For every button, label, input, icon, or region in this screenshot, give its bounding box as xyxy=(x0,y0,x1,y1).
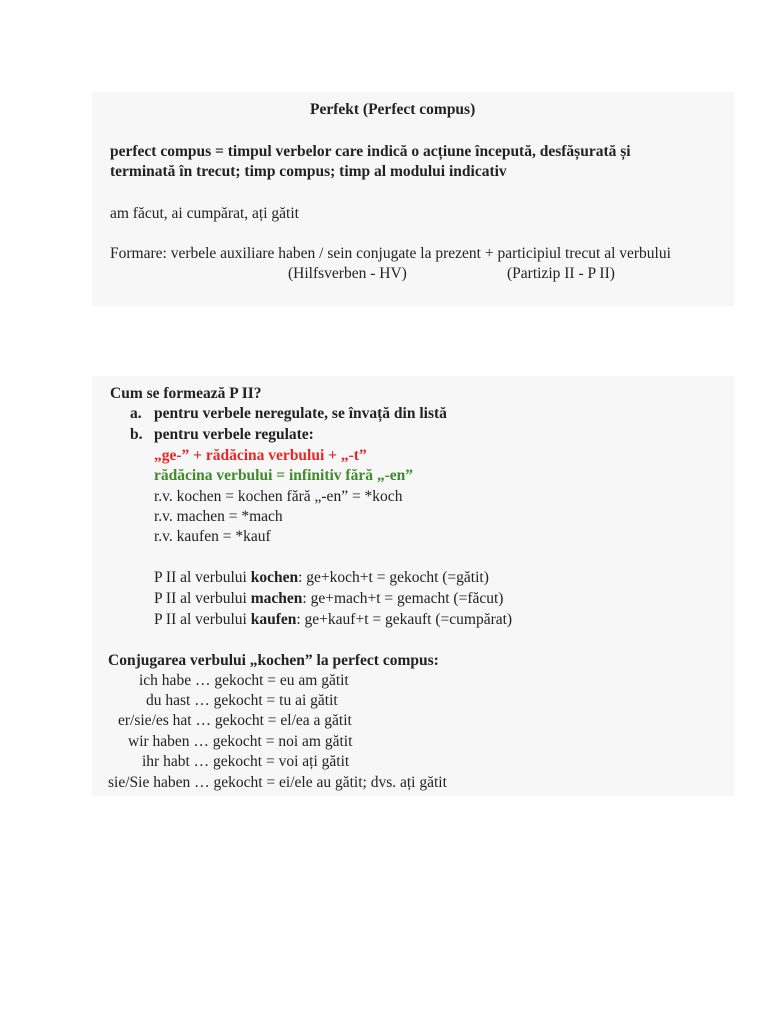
p2-formula: : ge+kauf+t = gekauft (=cumpărat) xyxy=(296,611,513,628)
rule-root: rădăcina verbului = infinitiv fără „-en” xyxy=(154,467,413,484)
p2-example-kochen xyxy=(154,568,489,588)
list-item-irregular: pentru verbele neregulate, se învață din listă xyxy=(154,405,447,422)
conjugation-ihr: ihr habt … gekocht = voi ați gătit xyxy=(142,753,350,770)
p2-verb: kaufen xyxy=(250,611,297,628)
p2-prefix: P II al verbului xyxy=(154,611,251,628)
examples-line: am făcut, ai cumpărat, ați gătit xyxy=(110,205,299,222)
conjugation-er-sie-es: er/sie/es hat … gekocht = el/ea a gătit xyxy=(118,712,352,729)
page-title: Perfekt (Perfect compus) xyxy=(310,101,476,118)
definition-line-1: perfect compus = timpul verbelor care indică o acțiune începută, desfășurată și xyxy=(110,143,631,160)
p2-heading: Cum se formează P II? xyxy=(110,385,262,402)
p2-verb: machen xyxy=(250,590,303,607)
rule-formula: „ge-” + rădăcina verbului + „-t” xyxy=(154,447,367,464)
list-item-regular: pentru verbele regulate: xyxy=(154,426,314,443)
root-example-kaufen: r.v. kaufen = *kauf xyxy=(154,528,271,545)
conjugation-heading: Conjugarea verbului „kochen” la perfect compus: xyxy=(108,652,439,669)
note-hilfsverben: (Hilfsverben - HV) xyxy=(288,265,407,282)
p2-formula: : ge+mach+t = gemacht (=făcut) xyxy=(302,590,504,607)
conjugation-du: du hast … gekocht = tu ai gătit xyxy=(146,692,338,709)
definition-line-2: terminată în trecut; timp compus; timp al modului indicativ xyxy=(110,163,507,180)
p2-example-kaufen xyxy=(154,610,512,630)
list-marker-a: a. xyxy=(130,405,142,422)
p2-prefix: P II al verbului xyxy=(154,569,251,586)
p2-verb: kochen xyxy=(250,569,299,586)
formation-line: Formare: verbele auxiliare haben / sein conjugate la prezent + participiul trecut al verbului xyxy=(110,245,671,262)
definition-panel xyxy=(92,92,734,306)
p2-formula: : ge+koch+t = gekocht (=gătit) xyxy=(298,569,489,586)
conjugation-ich: ich habe … gekocht = eu am gătit xyxy=(139,672,349,689)
root-example-kochen: r.v. kochen = kochen fără „-en” = *koch xyxy=(154,488,403,505)
note-partizip: (Partizip II - P II) xyxy=(507,265,615,282)
p2-prefix: P II al verbului xyxy=(154,590,251,607)
list-marker-b: b. xyxy=(130,426,143,443)
root-example-machen: r.v. machen = *mach xyxy=(154,508,283,525)
p2-example-machen xyxy=(154,589,503,609)
conjugation-wir: wir haben … gekocht = noi am gătit xyxy=(128,733,353,750)
conjugation-sie-sie: sie/Sie haben … gekocht = ei/ele au gătit; dvs. ați gătit xyxy=(108,774,447,791)
